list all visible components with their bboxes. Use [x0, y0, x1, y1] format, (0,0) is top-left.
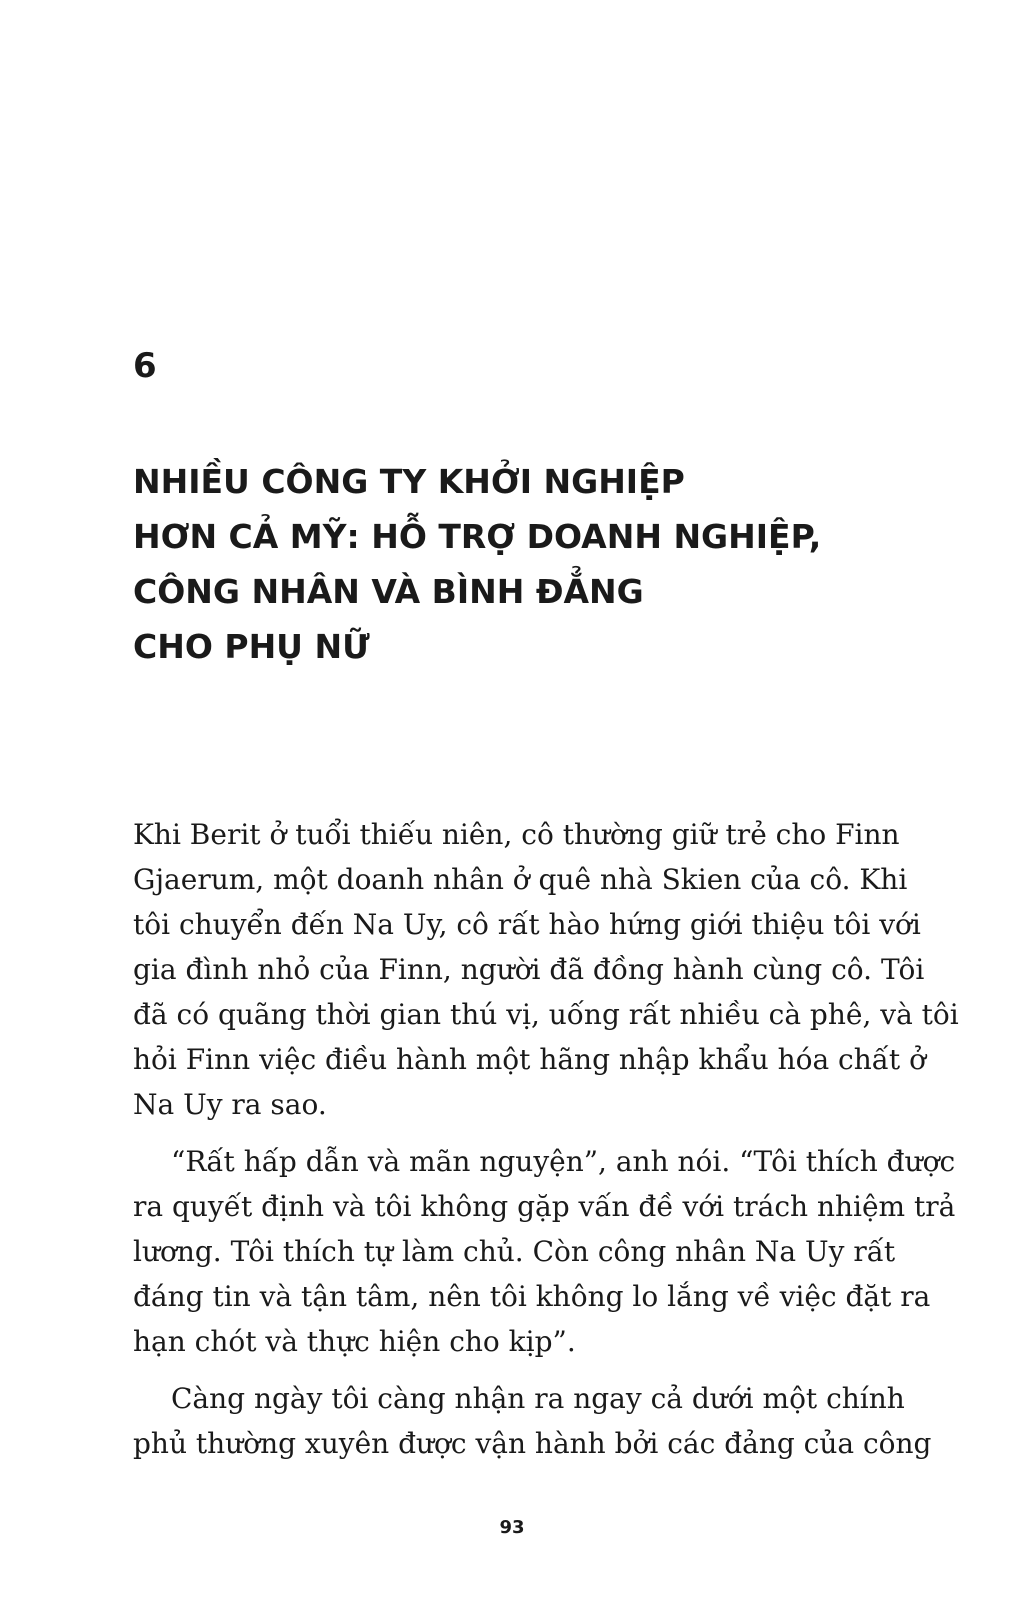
page-number: 93	[499, 1517, 525, 1538]
text-line: hạn chót và thực hiện cho kịp”.	[133, 1325, 576, 1358]
text-line: ra quyết định và tôi không gặp vấn đề với trách nhiệm trả	[133, 1190, 956, 1223]
chapter-title	[133, 454, 933, 674]
paragraph-1	[133, 812, 959, 1127]
text-line: “Rất hấp dẫn và mãn nguyện”, anh nói. “Tôi thích được	[171, 1145, 956, 1178]
text-line: lương. Tôi thích tự làm chủ. Còn công nhân Na Uy rất	[133, 1235, 896, 1268]
chapter-title-line: NHIỀU CÔNG TY KHỞI NGHIỆP	[133, 462, 685, 501]
text-line: Càng ngày tôi càng nhận ra ngay cả dưới một chính	[171, 1382, 905, 1415]
text-line: đã có quãng thời gian thú vị, uống rất nhiều cà phê, và tôi	[133, 998, 959, 1031]
body-text	[133, 812, 959, 1466]
text-line: phủ thường xuyên được vận hành bởi các đảng của công	[133, 1427, 932, 1460]
paragraph-2	[133, 1139, 956, 1364]
text-line: Khi Berit ở tuổi thiếu niên, cô thường giữ trẻ cho Finn	[133, 818, 900, 851]
text-line: gia đình nhỏ của Finn, người đã đồng hành cùng cô. Tôi	[133, 953, 925, 986]
text-line: Gjaerum, một doanh nhân ở quê nhà Skien của cô. Khi	[133, 863, 908, 896]
text-line: tôi chuyển đến Na Uy, cô rất hào hứng giới thiệu tôi với	[133, 908, 921, 941]
chapter-number: 6	[133, 346, 157, 386]
paragraph-3	[133, 1376, 932, 1466]
text-line: Na Uy ra sao.	[133, 1088, 327, 1121]
chapter-title-line: CÔNG NHÂN VÀ BÌNH ĐẲNG	[133, 572, 644, 611]
chapter-title-line: CHO PHỤ NỮ	[133, 627, 370, 666]
chapter-title-line: HƠN CẢ MỸ: HỖ TRỢ DOANH NGHIỆP,	[133, 517, 822, 556]
text-line: hỏi Finn việc điều hành một hãng nhập khẩu hóa chất ở	[133, 1043, 926, 1076]
text-line: đáng tin và tận tâm, nên tôi không lo lắng về việc đặt ra	[133, 1280, 931, 1313]
